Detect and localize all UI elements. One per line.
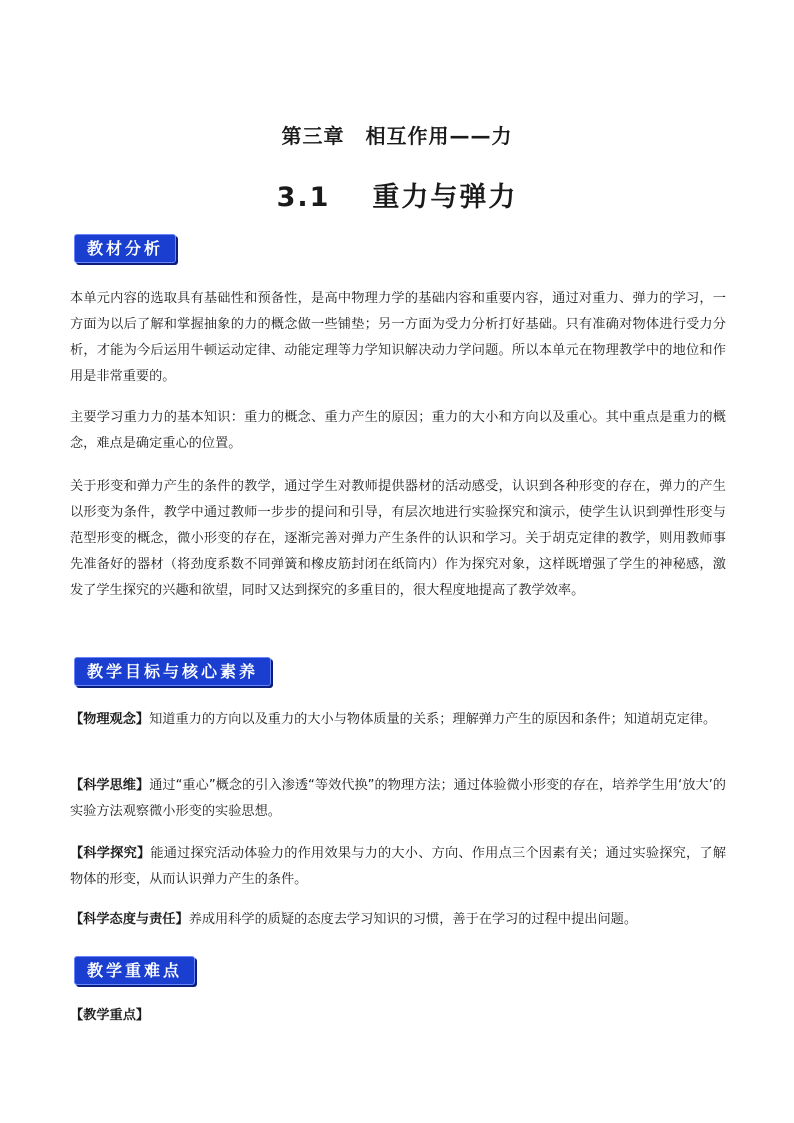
objective-label: 【科学态度与责任】 [70, 912, 189, 927]
analysis-paragraph-3: 关于形变和弹力产生的条件的教学，通过学生对教师提供器材的活动感受，认识到各种形变的存在，弹力的产生以形变为条件，教学中通过教师一步步的提问和引导，有层次地进行实验探究和演示，使学生认识到弹性形变与范型形变的概念，微小形变的存在，逐渐完善对弹力产生条件的认识和学习。关于胡克定律的教学，则用教师事先准备好的器材（将劲度系数不同弹簧和橡皮筋封闭在纸筒内）作为探究对象，这样既增强了学生的神秘感，激发了学生探究的兴趣和欲望，同时又达到探究的多重目的，很大程度地提高了教学效率。 [70, 479, 726, 598]
analysis-heading-badge: 教材分析 [74, 234, 176, 263]
key-points-subheading [70, 1003, 726, 1029]
objective-text: 知道重力的方向以及重力的大小与物体质量的关系；理解弹力产生的原因和条件；知道胡克定律。 [149, 712, 717, 727]
objective-text: 能通过探究活动体验力的作用效果与力的大小、方向、作用点三个因素有关；通过实验探究，了解物体的形变，从而认识弹力产生的条件。 [70, 846, 727, 887]
section-name: 重力与弹力 [372, 182, 518, 213]
objectives-heading-badge: 教学目标与核心素养 [74, 657, 271, 686]
objective-text: 养成用科学的质疑的态度去学习知识的习惯，善于在学习的过程中提出问题。 [188, 912, 638, 927]
analysis-paragraph-2: 主要学习重力力的基本知识：重力的概念、重力产生的原因；重力的大小和方向以及重心。其中重点是重力的概念，难点是确定重心的位置。 [70, 410, 726, 451]
key-points-heading-badge: 教学重难点 [74, 956, 195, 985]
objective-label: 【科学思维】 [70, 778, 150, 793]
objective-item [70, 841, 726, 893]
objective-label: 【科学探究】 [70, 846, 151, 861]
analysis-paragraph-1: 本单元内容的选取具有基础性和预备性，是高中物理力学的基础内容和重要内容，通过对重力、弹力的学习，一方面为以后了解和掌握抽象的力的概念做一些铺垫；另一方面为受力分析打好基础。只有准确对物体进行受力分析，才能为今后运用牛顿运动定律、动能定理等力学知识解决动力学问题。所以本单元在物理教学中的地位和作用是非常重要的。 [70, 291, 726, 384]
section-title [0, 175, 794, 214]
key-points-label: 【教学重点】 [70, 1008, 150, 1023]
objective-text: 通过“重心”概念的引入渗透“等效代换”的物理方法；通过体验微小形变的存在，培养学生用‘放大’的实验方法观察微小形变的实验思想。 [70, 778, 726, 819]
objective-label: 【物理观念】 [70, 712, 150, 727]
chapter-title: 第三章 相互作用——力 [281, 124, 513, 148]
objective-item [70, 907, 726, 933]
objective-item [70, 773, 726, 825]
objective-item [70, 707, 726, 733]
section-number: 3.1 [276, 182, 331, 213]
